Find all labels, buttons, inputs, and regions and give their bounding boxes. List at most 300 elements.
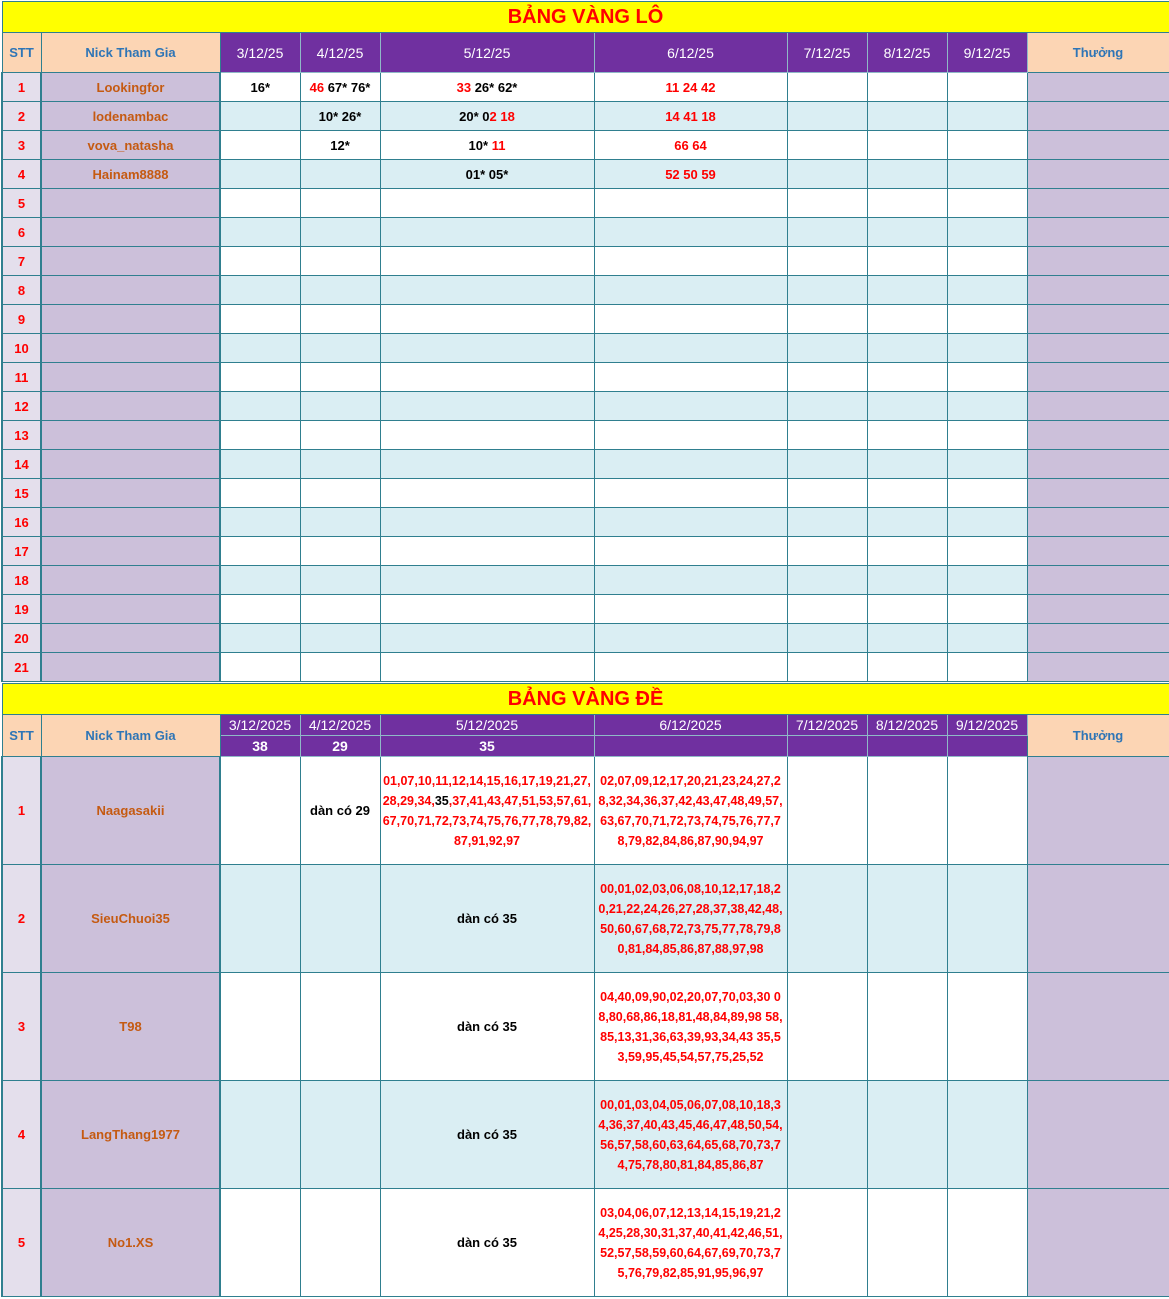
- cell-text: dàn có 29: [310, 803, 370, 818]
- date-cell[interactable]: [867, 392, 947, 421]
- date-cell[interactable]: [594, 363, 787, 392]
- row-thuong[interactable]: [1027, 624, 1169, 653]
- date-cell[interactable]: [380, 1081, 594, 1189]
- date-cell[interactable]: [787, 218, 867, 247]
- lo-header-date: 5/12/25: [380, 33, 594, 73]
- date-cell[interactable]: [787, 160, 867, 189]
- row-thuong[interactable]: [1027, 1189, 1169, 1297]
- date-cell[interactable]: [947, 218, 1027, 247]
- date-cell[interactable]: [300, 73, 380, 102]
- row-nick[interactable]: [41, 508, 220, 537]
- table-row: [2, 450, 1169, 479]
- date-cell[interactable]: [220, 595, 300, 624]
- date-cell[interactable]: [380, 566, 594, 595]
- row-stt: 5: [2, 189, 41, 218]
- cell-text: 46: [309, 79, 325, 95]
- date-cell[interactable]: [787, 1189, 867, 1297]
- date-cell[interactable]: [594, 865, 787, 973]
- date-cell[interactable]: [594, 102, 787, 131]
- date-cell[interactable]: [380, 334, 594, 363]
- date-cell[interactable]: [594, 1081, 787, 1189]
- date-cell[interactable]: [787, 508, 867, 537]
- table-row: [2, 421, 1169, 450]
- date-cell[interactable]: [300, 160, 380, 189]
- date-cell[interactable]: [220, 537, 300, 566]
- date-cell[interactable]: [594, 189, 787, 218]
- de-result: [787, 736, 867, 757]
- row-thuong[interactable]: [1027, 566, 1169, 595]
- date-cell[interactable]: [594, 479, 787, 508]
- date-cell[interactable]: [380, 218, 594, 247]
- date-cell[interactable]: [300, 305, 380, 334]
- date-cell[interactable]: [867, 537, 947, 566]
- date-cell[interactable]: [947, 131, 1027, 160]
- date-cell[interactable]: [300, 566, 380, 595]
- cell-text: 52 50 59: [665, 166, 716, 182]
- date-cell[interactable]: [867, 305, 947, 334]
- date-cell[interactable]: [594, 421, 787, 450]
- date-cell[interactable]: [947, 973, 1027, 1081]
- date-cell[interactable]: [867, 276, 947, 305]
- date-cell[interactable]: [380, 160, 594, 189]
- date-cell[interactable]: [594, 450, 787, 479]
- date-cell[interactable]: [380, 276, 594, 305]
- date-cell[interactable]: [867, 73, 947, 102]
- date-cell[interactable]: [867, 218, 947, 247]
- date-cell[interactable]: [220, 189, 300, 218]
- row-thuong[interactable]: [1027, 865, 1169, 973]
- table-row: [2, 131, 1169, 160]
- date-cell[interactable]: [220, 973, 300, 1081]
- date-cell[interactable]: [300, 973, 380, 1081]
- date-cell[interactable]: [787, 276, 867, 305]
- row-thuong[interactable]: [1027, 757, 1169, 865]
- row-nick[interactable]: [41, 479, 220, 508]
- date-cell[interactable]: [867, 865, 947, 973]
- date-cell[interactable]: [867, 421, 947, 450]
- row-stt: 7: [2, 247, 41, 276]
- date-cell[interactable]: [380, 189, 594, 218]
- de-result: 29: [300, 736, 380, 757]
- date-cell[interactable]: [787, 1081, 867, 1189]
- date-cell[interactable]: [867, 624, 947, 653]
- date-cell[interactable]: [867, 653, 947, 682]
- date-cell[interactable]: [947, 247, 1027, 276]
- date-cell[interactable]: [380, 1189, 594, 1297]
- date-cell[interactable]: [787, 305, 867, 334]
- date-cell[interactable]: [594, 537, 787, 566]
- date-cell[interactable]: [594, 653, 787, 682]
- row-thuong[interactable]: [1027, 508, 1169, 537]
- bang-vang-de-table: [1, 683, 1169, 1297]
- date-cell[interactable]: [594, 276, 787, 305]
- cell-text: 16*: [250, 79, 271, 95]
- date-cell[interactable]: [380, 479, 594, 508]
- date-cell[interactable]: [594, 131, 787, 160]
- date-cell[interactable]: [867, 160, 947, 189]
- row-stt: 20: [2, 624, 41, 653]
- date-cell[interactable]: [380, 973, 594, 1081]
- date-cell[interactable]: [300, 479, 380, 508]
- date-cell[interactable]: [594, 508, 787, 537]
- date-cell[interactable]: [220, 247, 300, 276]
- date-cell[interactable]: [220, 102, 300, 131]
- date-cell[interactable]: [220, 479, 300, 508]
- date-cell[interactable]: [947, 334, 1027, 363]
- date-cell[interactable]: [220, 757, 300, 865]
- date-cell[interactable]: [380, 131, 594, 160]
- date-cell[interactable]: [300, 102, 380, 131]
- cell-text: 66 64: [674, 137, 707, 153]
- row-nick[interactable]: [41, 421, 220, 450]
- date-cell[interactable]: [594, 334, 787, 363]
- date-cell[interactable]: [787, 757, 867, 865]
- date-cell[interactable]: [220, 73, 300, 102]
- date-cell[interactable]: [300, 624, 380, 653]
- row-nick[interactable]: T98: [41, 973, 220, 1081]
- table-row: [2, 102, 1169, 131]
- date-cell[interactable]: [380, 363, 594, 392]
- row-stt: 15: [2, 479, 41, 508]
- date-cell[interactable]: [947, 1081, 1027, 1189]
- row-nick[interactable]: [41, 653, 220, 682]
- row-thuong[interactable]: [1027, 160, 1169, 189]
- row-nick[interactable]: [41, 595, 220, 624]
- date-cell[interactable]: [947, 479, 1027, 508]
- date-cell[interactable]: [947, 305, 1027, 334]
- date-cell[interactable]: [300, 131, 380, 160]
- row-thuong[interactable]: [1027, 276, 1169, 305]
- date-cell[interactable]: [300, 1081, 380, 1189]
- date-cell[interactable]: [220, 218, 300, 247]
- de-header-stt: STT: [2, 715, 41, 757]
- date-cell[interactable]: [947, 508, 1027, 537]
- date-cell[interactable]: [867, 334, 947, 363]
- cell-text: dàn có 35: [457, 1019, 517, 1034]
- row-thuong[interactable]: [1027, 131, 1169, 160]
- cell-text: 2 18: [489, 108, 515, 124]
- date-cell[interactable]: [300, 218, 380, 247]
- date-cell[interactable]: [300, 392, 380, 421]
- date-cell[interactable]: [867, 363, 947, 392]
- row-thuong[interactable]: [1027, 218, 1169, 247]
- date-cell[interactable]: [867, 479, 947, 508]
- row-nick[interactable]: [41, 305, 220, 334]
- date-cell[interactable]: [594, 624, 787, 653]
- table-row: [2, 624, 1169, 653]
- date-cell[interactable]: [300, 421, 380, 450]
- date-cell[interactable]: [220, 160, 300, 189]
- date-cell[interactable]: [380, 595, 594, 624]
- table-row: [2, 363, 1169, 392]
- date-cell[interactable]: [300, 865, 380, 973]
- row-thuong[interactable]: [1027, 334, 1169, 363]
- date-cell[interactable]: [594, 218, 787, 247]
- date-cell[interactable]: [867, 450, 947, 479]
- date-cell[interactable]: [594, 595, 787, 624]
- row-thuong[interactable]: [1027, 537, 1169, 566]
- date-cell[interactable]: [947, 624, 1027, 653]
- date-cell[interactable]: [220, 305, 300, 334]
- de-result: 38: [220, 736, 300, 757]
- date-cell[interactable]: [220, 421, 300, 450]
- lo-header-date: 7/12/25: [787, 33, 867, 73]
- date-cell[interactable]: [787, 566, 867, 595]
- row-stt: 12: [2, 392, 41, 421]
- row-thuong[interactable]: [1027, 73, 1169, 102]
- table-row: [2, 247, 1169, 276]
- date-cell[interactable]: [300, 450, 380, 479]
- date-cell[interactable]: [380, 450, 594, 479]
- date-cell[interactable]: [787, 131, 867, 160]
- date-cell[interactable]: [380, 102, 594, 131]
- date-cell[interactable]: [867, 1081, 947, 1189]
- date-cell[interactable]: [787, 653, 867, 682]
- date-cell[interactable]: [594, 305, 787, 334]
- row-nick[interactable]: [41, 624, 220, 653]
- row-thuong[interactable]: [1027, 247, 1169, 276]
- date-cell[interactable]: [787, 624, 867, 653]
- date-cell[interactable]: [787, 537, 867, 566]
- date-cell[interactable]: [787, 334, 867, 363]
- date-cell[interactable]: [947, 73, 1027, 102]
- table-row: [2, 973, 1169, 1081]
- de-header-date: 3/12/2025: [220, 715, 300, 736]
- row-nick[interactable]: [41, 363, 220, 392]
- de-title: BẢNG VÀNG ĐỀ: [2, 684, 1169, 715]
- row-nick[interactable]: [41, 276, 220, 305]
- date-cell[interactable]: [380, 653, 594, 682]
- date-cell[interactable]: [947, 160, 1027, 189]
- date-cell[interactable]: [867, 973, 947, 1081]
- date-cell[interactable]: [947, 102, 1027, 131]
- cell-text: 14 41 18: [665, 108, 716, 124]
- date-cell[interactable]: [787, 973, 867, 1081]
- row-nick[interactable]: Lookingfor: [41, 73, 220, 102]
- date-cell[interactable]: [867, 102, 947, 131]
- date-cell[interactable]: [220, 865, 300, 973]
- date-cell[interactable]: [220, 276, 300, 305]
- row-thuong[interactable]: [1027, 392, 1169, 421]
- de-header-date: 5/12/2025: [380, 715, 594, 736]
- date-cell[interactable]: [947, 595, 1027, 624]
- row-stt: 14: [2, 450, 41, 479]
- row-thuong[interactable]: [1027, 1081, 1169, 1189]
- cell-text: 01,07,10,11,12,14,15,16,17,19,21,27,28,29,34,: [382, 773, 591, 808]
- row-nick[interactable]: LangThang1977: [41, 1081, 220, 1189]
- row-stt: 9: [2, 305, 41, 334]
- date-cell[interactable]: [300, 276, 380, 305]
- date-cell[interactable]: [947, 276, 1027, 305]
- date-cell[interactable]: [787, 421, 867, 450]
- date-cell[interactable]: [867, 508, 947, 537]
- de-result: [594, 736, 787, 757]
- lo-header-date: 3/12/25: [220, 33, 300, 73]
- table-row: [2, 1081, 1169, 1189]
- row-thuong[interactable]: [1027, 102, 1169, 131]
- table-row: [2, 865, 1169, 973]
- table-row: [2, 595, 1169, 624]
- row-thuong[interactable]: [1027, 305, 1169, 334]
- row-thuong[interactable]: [1027, 479, 1169, 508]
- date-cell[interactable]: [594, 392, 787, 421]
- cell-text: 04,40,09,90,02,20,07,70,03,30 08,80,68,86,18,81,48,84,89,98 58,85,13,31,36,63,39,93,34,43 35,53,59,95,45,54,57,75,25,52: [598, 989, 783, 1064]
- row-nick[interactable]: [41, 247, 220, 276]
- date-cell[interactable]: [220, 1189, 300, 1297]
- row-nick[interactable]: [41, 537, 220, 566]
- date-cell[interactable]: [947, 392, 1027, 421]
- date-cell[interactable]: [594, 973, 787, 1081]
- de-result: 35: [380, 736, 594, 757]
- de-result: [947, 736, 1027, 757]
- date-cell[interactable]: [380, 421, 594, 450]
- date-cell[interactable]: [594, 757, 787, 865]
- row-nick[interactable]: No1.XS: [41, 1189, 220, 1297]
- date-cell[interactable]: [787, 865, 867, 973]
- date-cell[interactable]: [300, 1189, 380, 1297]
- date-cell[interactable]: [787, 73, 867, 102]
- date-cell[interactable]: [947, 189, 1027, 218]
- row-thuong[interactable]: [1027, 595, 1169, 624]
- date-cell[interactable]: [867, 189, 947, 218]
- date-cell[interactable]: [300, 653, 380, 682]
- date-cell[interactable]: [380, 73, 594, 102]
- date-cell[interactable]: [220, 566, 300, 595]
- date-cell[interactable]: [787, 595, 867, 624]
- date-cell[interactable]: [867, 131, 947, 160]
- row-nick[interactable]: [41, 218, 220, 247]
- cell-text: 67* 76*: [324, 79, 371, 95]
- row-nick[interactable]: [41, 334, 220, 363]
- date-cell[interactable]: [300, 363, 380, 392]
- table-row: [2, 160, 1169, 189]
- date-cell[interactable]: [947, 865, 1027, 973]
- row-nick[interactable]: SieuChuoi35: [41, 865, 220, 973]
- row-stt: 19: [2, 595, 41, 624]
- date-cell[interactable]: [867, 595, 947, 624]
- date-cell[interactable]: [220, 624, 300, 653]
- date-cell[interactable]: [300, 334, 380, 363]
- date-cell[interactable]: [380, 305, 594, 334]
- date-cell[interactable]: [220, 363, 300, 392]
- date-cell[interactable]: [220, 1081, 300, 1189]
- row-stt: 18: [2, 566, 41, 595]
- row-nick[interactable]: Naagasakii: [41, 757, 220, 865]
- table-row: [2, 508, 1169, 537]
- row-stt: 2: [2, 102, 41, 131]
- row-thuong[interactable]: [1027, 363, 1169, 392]
- row-nick[interactable]: [41, 566, 220, 595]
- row-stt: 4: [2, 160, 41, 189]
- row-nick[interactable]: [41, 189, 220, 218]
- date-cell[interactable]: [787, 247, 867, 276]
- date-cell[interactable]: [947, 757, 1027, 865]
- date-cell[interactable]: [220, 653, 300, 682]
- date-cell[interactable]: [220, 334, 300, 363]
- date-cell[interactable]: [594, 566, 787, 595]
- date-cell[interactable]: [380, 537, 594, 566]
- date-cell[interactable]: [380, 392, 594, 421]
- date-cell[interactable]: [787, 392, 867, 421]
- date-cell[interactable]: [947, 1189, 1027, 1297]
- row-thuong[interactable]: [1027, 421, 1169, 450]
- date-cell[interactable]: [947, 363, 1027, 392]
- date-cell[interactable]: [867, 566, 947, 595]
- date-cell[interactable]: [947, 566, 1027, 595]
- date-cell[interactable]: [787, 189, 867, 218]
- row-thuong[interactable]: [1027, 653, 1169, 682]
- date-cell[interactable]: [787, 450, 867, 479]
- row-nick[interactable]: Hainam8888: [41, 160, 220, 189]
- lo-header-date: 8/12/25: [867, 33, 947, 73]
- date-cell[interactable]: [380, 624, 594, 653]
- date-cell[interactable]: [300, 537, 380, 566]
- table-row: [2, 218, 1169, 247]
- date-cell[interactable]: [220, 450, 300, 479]
- date-cell[interactable]: [594, 1189, 787, 1297]
- date-cell[interactable]: [380, 757, 594, 865]
- cell-text: dàn có 35: [457, 1127, 517, 1142]
- row-nick[interactable]: vova_natasha: [41, 131, 220, 160]
- date-cell[interactable]: [220, 508, 300, 537]
- date-cell[interactable]: [787, 479, 867, 508]
- date-cell[interactable]: [594, 247, 787, 276]
- date-cell[interactable]: [300, 508, 380, 537]
- cell-text: 02,07,09,12,17,20,21,23,24,27,28,32,34,36,37,42,43,47,48,49,57,63,67,70,71,72,73,74,75,76,77,78,79,82,84,86,87,90,94,97: [598, 773, 783, 848]
- date-cell[interactable]: [380, 247, 594, 276]
- row-thuong[interactable]: [1027, 450, 1169, 479]
- date-cell[interactable]: [300, 189, 380, 218]
- date-cell[interactable]: [300, 595, 380, 624]
- date-cell[interactable]: [867, 1189, 947, 1297]
- date-cell[interactable]: [787, 102, 867, 131]
- date-cell[interactable]: [594, 73, 787, 102]
- de-header-date: 8/12/2025: [867, 715, 947, 736]
- cell-text: 00,01,03,04,05,06,07,08,10,18,34,36,37,40,43,45,46,47,48,50,54,56,57,58,60,63,64,65,68,70,73,74,75,78,80,81,84,85,86,87: [598, 1097, 783, 1172]
- date-cell[interactable]: [947, 421, 1027, 450]
- date-cell[interactable]: [380, 508, 594, 537]
- date-cell[interactable]: [947, 450, 1027, 479]
- row-stt: 4: [2, 1081, 41, 1189]
- row-thuong[interactable]: [1027, 189, 1169, 218]
- row-nick[interactable]: [41, 450, 220, 479]
- cell-text: 11: [488, 137, 506, 153]
- date-cell[interactable]: [947, 537, 1027, 566]
- date-cell[interactable]: [867, 757, 947, 865]
- date-cell[interactable]: [300, 247, 380, 276]
- row-nick[interactable]: lodenambac: [41, 102, 220, 131]
- date-cell[interactable]: [300, 757, 380, 865]
- row-stt: 1: [2, 757, 41, 865]
- cell-text: ,37,41,43,47,51,53,57,61,67,70,71,72,73,74,75,76,77,78,79,82,87,91,92,97: [382, 793, 592, 848]
- date-cell[interactable]: [380, 865, 594, 973]
- date-cell[interactable]: [220, 392, 300, 421]
- row-stt: 6: [2, 218, 41, 247]
- row-stt: 1: [2, 73, 41, 102]
- date-cell[interactable]: [947, 653, 1027, 682]
- row-nick[interactable]: [41, 392, 220, 421]
- de-header-date: 4/12/2025: [300, 715, 380, 736]
- date-cell[interactable]: [594, 160, 787, 189]
- date-cell[interactable]: [220, 131, 300, 160]
- date-cell[interactable]: [867, 247, 947, 276]
- row-thuong[interactable]: [1027, 973, 1169, 1081]
- row-stt: 8: [2, 276, 41, 305]
- de-header-date: 9/12/2025: [947, 715, 1027, 736]
- date-cell[interactable]: [787, 363, 867, 392]
- de-header-date: 7/12/2025: [787, 715, 867, 736]
- cell-text: 10*: [468, 137, 489, 153]
